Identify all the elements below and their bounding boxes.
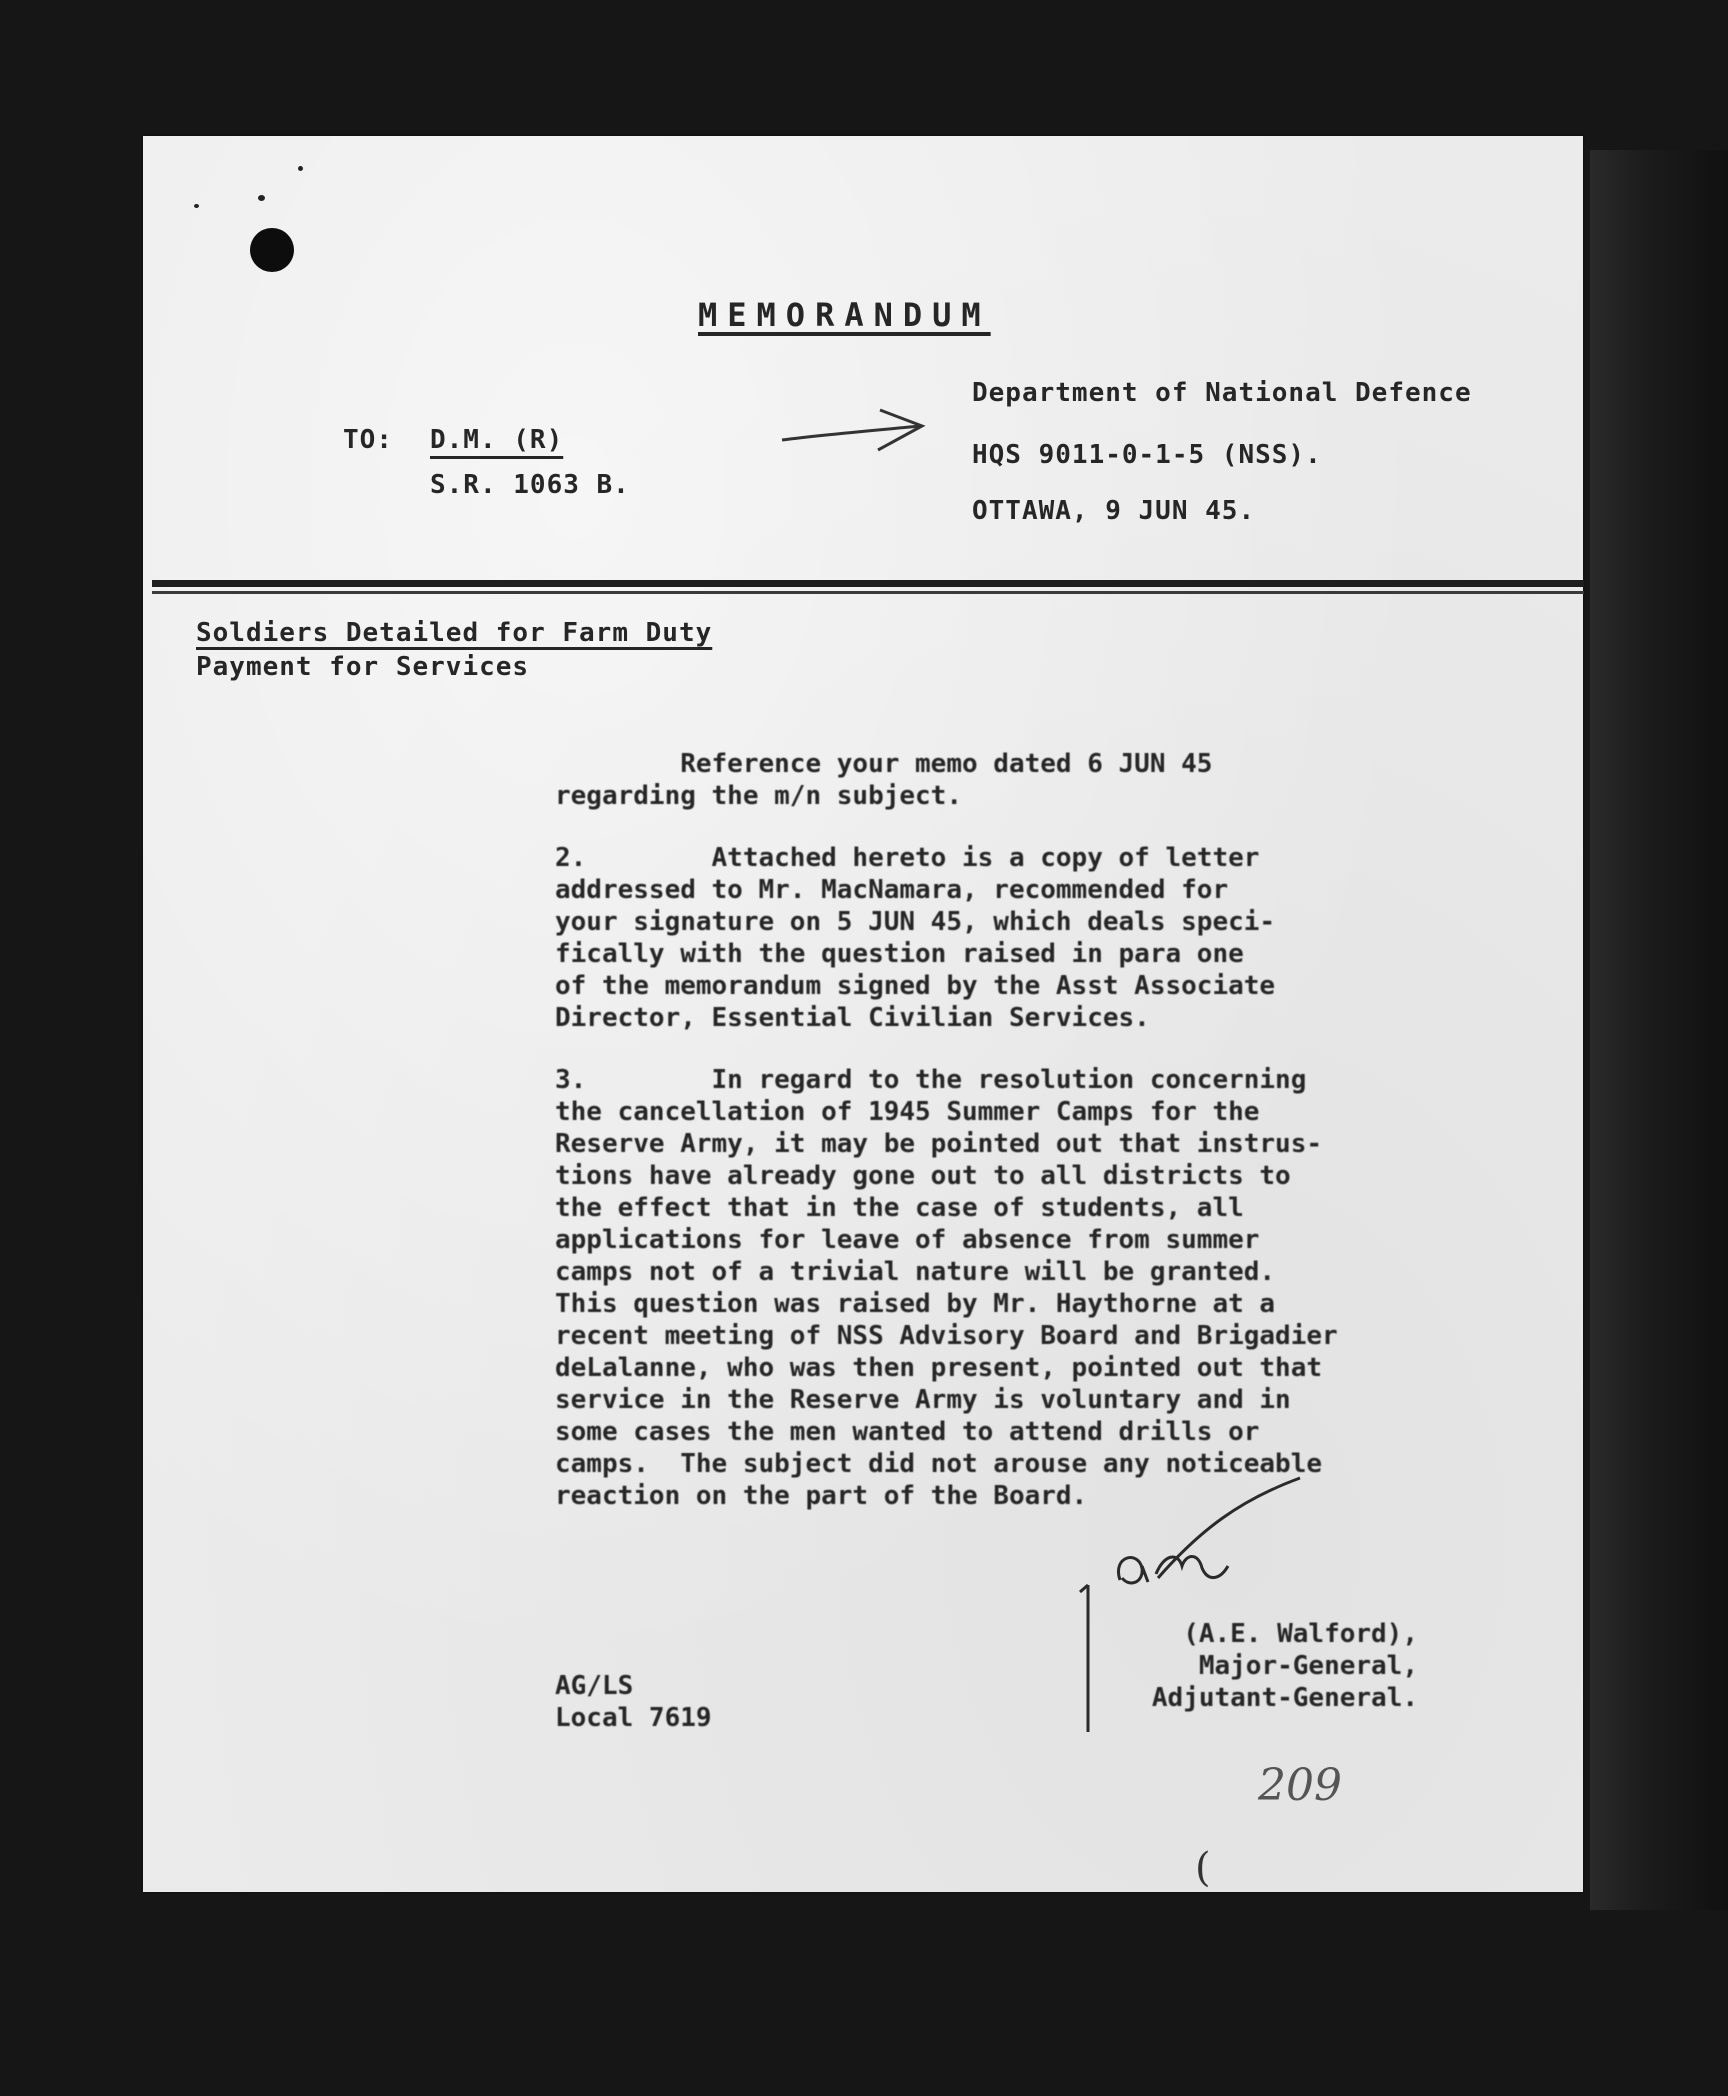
paragraph-line: fically with the question raised in para one bbox=[555, 939, 1244, 969]
paragraph-line: 3. In regard to the resolution concerning bbox=[555, 1065, 1307, 1095]
paragraph-3 bbox=[555, 1064, 1495, 1512]
department-name: Department of National Defence bbox=[972, 378, 1472, 408]
to-recipient: D.M. (R) bbox=[430, 425, 564, 455]
office-reference: AG/LS bbox=[555, 1671, 634, 1701]
paragraph-line: camps. The subject did not arouse any noticeable bbox=[555, 1449, 1323, 1479]
to-reference: S.R. 1063 B. bbox=[430, 470, 630, 500]
paragraph-line: your signature on 5 JUN 45, which deals speci- bbox=[555, 907, 1276, 937]
paragraph-line: camps not of a trivial nature will be granted. bbox=[555, 1257, 1276, 1287]
signatory-name: (A.E. Walford), bbox=[1183, 1619, 1418, 1649]
paragraph-line: applications for leave of absence from summer bbox=[555, 1225, 1260, 1255]
paragraph-line: recent meeting of NSS Advisory Board and Brigadier bbox=[555, 1321, 1338, 1351]
paragraph-line: the cancellation of 1945 Summer Camps for the bbox=[555, 1097, 1260, 1127]
paragraph-line: service in the Reserve Army is voluntary and in bbox=[555, 1385, 1291, 1415]
paragraph-line: tions have already gone out to all districts to bbox=[555, 1161, 1291, 1191]
paragraph-line: reaction on the part of the Board. bbox=[555, 1481, 1088, 1511]
punch-hole bbox=[250, 228, 294, 272]
subject-line-2: Payment for Services bbox=[196, 652, 530, 682]
speck bbox=[258, 195, 265, 201]
file-number: HQS 9011-0-1-5 (NSS). bbox=[972, 440, 1322, 470]
paragraph-line: of the memorandum signed by the Asst Associate bbox=[555, 971, 1276, 1001]
paragraph-line: Reference your memo dated 6 JUN 45 bbox=[555, 749, 1213, 779]
paragraph-line: Director, Essential Civilian Services. bbox=[555, 1003, 1150, 1033]
paragraph-line: This question was raised by Mr. Haythorne at a bbox=[555, 1289, 1276, 1319]
paragraph-line: addressed to Mr. MacNamara, recommended for bbox=[555, 875, 1229, 905]
paragraph-line: deLalanne, who was then present, pointed out that bbox=[555, 1353, 1323, 1383]
reference-block bbox=[555, 1670, 712, 1734]
heading-divider bbox=[152, 580, 1584, 587]
signatory-block bbox=[1098, 1618, 1418, 1714]
paragraph-1 bbox=[555, 748, 1495, 812]
memo-title: MEMORANDUM bbox=[698, 296, 991, 334]
pencil-mark: ( bbox=[1195, 1845, 1211, 1891]
paragraph-line: some cases the men wanted to attend drills or bbox=[555, 1417, 1260, 1447]
place-date: OTTAWA, 9 JUN 45. bbox=[972, 496, 1256, 526]
handwritten-signature bbox=[1060, 1470, 1320, 1760]
paragraph-line: regarding the m/n subject. bbox=[555, 781, 962, 811]
telephone-local: Local 7619 bbox=[555, 1703, 712, 1733]
scan-background-edge bbox=[1590, 150, 1728, 1910]
to-label: TO: bbox=[343, 425, 393, 455]
speck bbox=[298, 166, 303, 171]
subject-line-1: Soldiers Detailed for Farm Duty bbox=[196, 618, 713, 648]
paragraph-line: the effect that in the case of students, all bbox=[555, 1193, 1244, 1223]
arrow-right-icon bbox=[780, 408, 930, 458]
heading-divider-secondary bbox=[152, 591, 1584, 594]
signatory-rank: Major-General, bbox=[1198, 1651, 1418, 1681]
paragraph-line: Reserve Army, it may be pointed out that instrus- bbox=[555, 1129, 1323, 1159]
paragraph-2 bbox=[555, 842, 1495, 1034]
paragraph-line: 2. Attached hereto is a copy of letter bbox=[555, 843, 1260, 873]
folio-number: 209 bbox=[1258, 1760, 1342, 1811]
signatory-title: Adjutant-General. bbox=[1151, 1683, 1418, 1713]
speck bbox=[194, 204, 199, 208]
